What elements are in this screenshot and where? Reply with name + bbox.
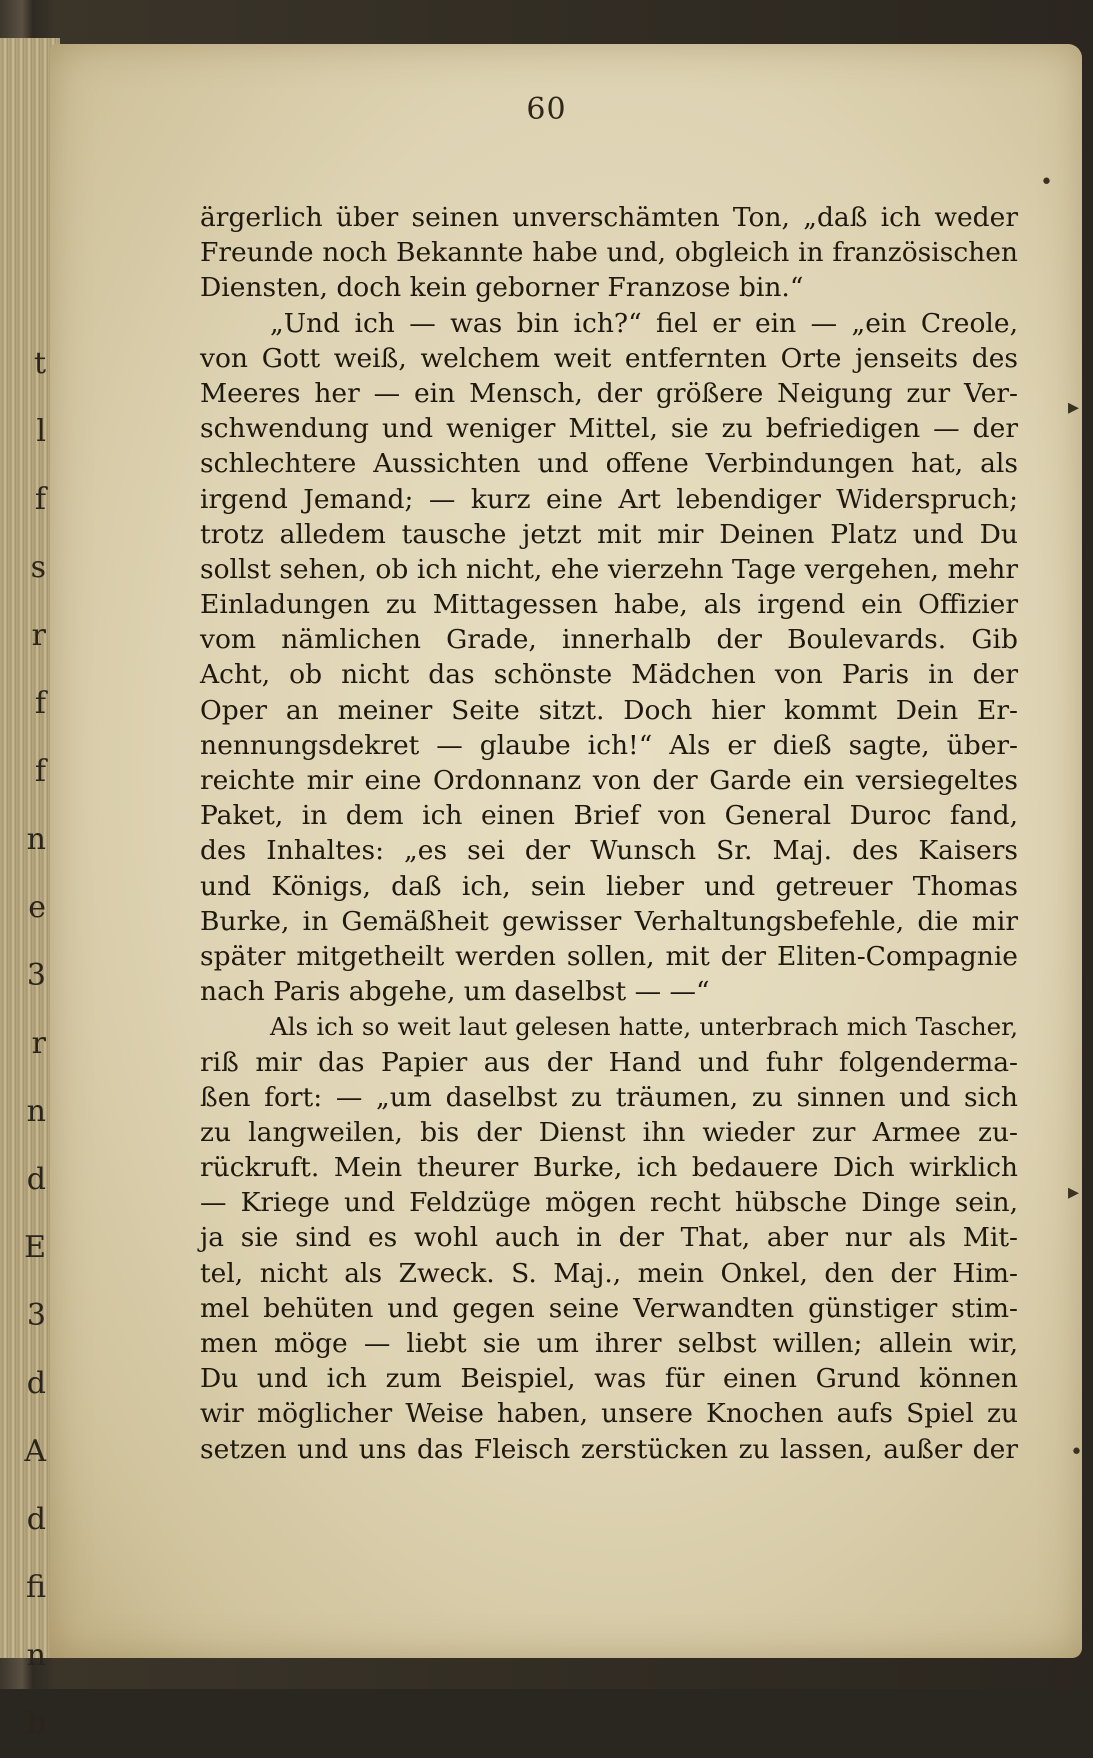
text-line: wir möglicher Weise haben, unsere Knochen aufs Spiel zu <box>200 1398 1018 1430</box>
text-line: Meeres her — ein Mensch, der größere Neigung zur Ver- <box>200 377 1018 409</box>
text-line: ßen fort: — „um daselbst zu träumen, zu sinnen und sich <box>200 1081 1018 1113</box>
page-number: 60 <box>526 92 567 127</box>
text-line: zu langweilen, bis der Dienst ihn wieder zur Armee zu- <box>200 1116 1018 1148</box>
edge-letter: d <box>26 1366 46 1401</box>
margin-mark: ▸ <box>1068 395 1080 420</box>
text-line: von Gott weiß, welchem weit entfernten Orte jenseits des <box>200 342 1018 374</box>
text-line: Einladungen zu Mittagessen habe, als irgend ein Offizier <box>200 589 1018 621</box>
text-line: vom nämlichen Grade, innerhalb der Boulevards. Gib <box>200 624 1018 656</box>
margin-mark: • <box>1040 170 1053 195</box>
text-line: riß mir das Papier aus der Hand und fuhr folgenderma- <box>200 1046 1018 1078</box>
text-line: nach Paris abgehe, um daselbst — —“ <box>200 976 710 1008</box>
text-line: Freunde noch Bekannte habe und, obgleich in französischen <box>200 237 1018 269</box>
edge-letter: s <box>30 550 46 585</box>
text-line: irgend Jemand; — kurz eine Art lebendiger Widerspruch; <box>200 483 1018 515</box>
edge-letter: l <box>36 414 46 449</box>
text-line: Burke, in Gemäßheit gewisser Verhaltungsbefehle, die mir <box>200 905 1018 937</box>
edge-letter: n <box>26 822 46 857</box>
edge-letter: fi <box>25 1570 46 1605</box>
text-line: später mitgetheilt werden sollen, mit der Eliten-Compagnie <box>200 940 1018 972</box>
text-line: rückruft. Mein theurer Burke, ich bedauere Dich wirklich <box>200 1152 1018 1184</box>
edge-letter: E <box>24 1230 46 1265</box>
text-line: Als ich so weit laut gelesen hatte, unterbrach mich Tascher, <box>270 1012 1018 1042</box>
text-line: Oper an meiner Seite sitzt. Doch hier kommt Dein Er- <box>200 694 1018 726</box>
edge-letter: d <box>26 1502 46 1537</box>
edge-letter: r <box>31 1026 46 1061</box>
edge-letter: f <box>34 686 46 721</box>
text-line: Diensten, doch kein geborner Franzose bin.“ <box>200 272 804 304</box>
text-line: ärgerlich über seinen unverschämten Ton, „daß ich weder <box>200 202 1018 233</box>
edge-letter: t <box>33 346 46 381</box>
edge-letter: A <box>24 1434 46 1469</box>
text-line: setzen und uns das Fleisch zerstücken zu lassen, außer der <box>200 1433 1018 1465</box>
text-line: schwendung und weniger Mittel, sie zu befriedigen — der <box>200 413 1018 445</box>
text-line: schlechtere Aussichten und offene Verbindungen hat, als <box>200 448 1018 480</box>
edge-letter: 3 <box>26 1298 46 1333</box>
previous-page-edge <box>6 330 46 1741</box>
edge-letter: d <box>26 1162 46 1197</box>
margin-mark: ▸ <box>1068 1180 1080 1205</box>
text-line: — Kriege und Feldzüge mögen recht hübsche Dinge sein, <box>200 1187 1018 1219</box>
text-line: men möge — liebt sie um ihrer selbst willen; allein wir, <box>200 1328 1018 1359</box>
text-line: nennungsdekret — glaube ich!“ Als er dieß sagte, über- <box>200 729 1018 761</box>
edge-letter: f <box>34 754 46 789</box>
text-line: tel, nicht als Zweck. S. Maj., mein Onkel, den der Him- <box>200 1257 1018 1289</box>
text-line: sollst sehen, ob ich nicht, ehe vierzehn Tage vergehen, mehr <box>200 553 1018 585</box>
text-line: Paket, in dem ich einen Brief von General Duroc fand, <box>200 800 1018 832</box>
page-text <box>200 200 1018 1467</box>
margin-mark: • <box>1070 1440 1083 1465</box>
text-line: ja sie sind es wohl auch in der That, aber nur als Mit- <box>200 1222 1018 1254</box>
text-line: „Und ich — was bin ich?“ fiel er ein — „ein Creole, <box>270 307 1018 339</box>
edge-letter: 3 <box>26 958 46 993</box>
edge-letter: n <box>26 1638 46 1673</box>
text-line: des Inhaltes: „es sei der Wunsch Sr. Maj. des Kaisers <box>200 835 1018 867</box>
text-line: reichte mir eine Ordonnanz von der Garde ein versiegeltes <box>200 765 1018 796</box>
edge-letter: b <box>26 1706 46 1741</box>
text-line: Du und ich zum Beispiel, was für einen Grund können <box>200 1363 1018 1395</box>
edge-letter: f <box>34 482 46 517</box>
text-line: und Königs, daß ich, sein lieber und getreuer Thomas <box>200 870 1018 902</box>
edge-letter: e <box>28 890 46 925</box>
text-line: Acht, ob nicht das schönste Mädchen von Paris in der <box>200 659 1018 691</box>
edge-letter: r <box>31 618 46 653</box>
text-line: trotz alledem tausche jetzt mit mir Deinen Platz und Du <box>200 518 1018 550</box>
edge-letter: n <box>26 1094 46 1129</box>
text-line: mel behüten und gegen seine Verwandten günstiger stim- <box>200 1292 1018 1324</box>
